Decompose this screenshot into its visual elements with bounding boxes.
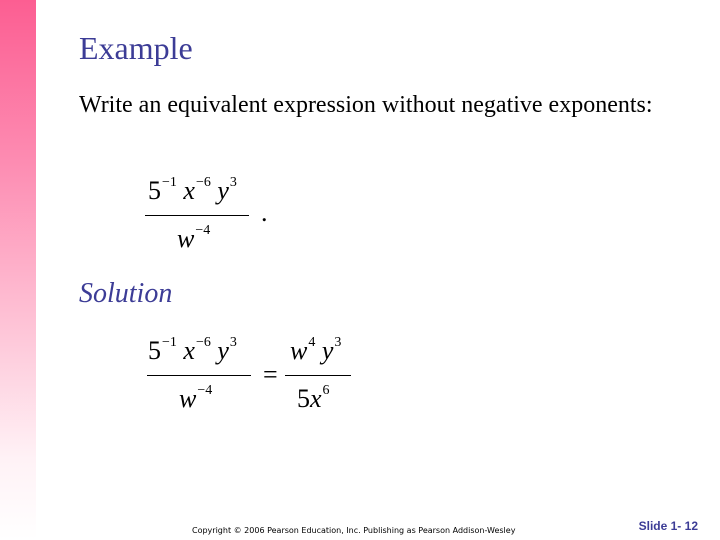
variable-w: w bbox=[177, 224, 195, 253]
problem-denominator bbox=[177, 224, 210, 254]
coefficient: 5 bbox=[148, 336, 161, 365]
variable-y: y bbox=[321, 336, 334, 365]
rhs-numerator bbox=[290, 336, 341, 366]
variable-y: y bbox=[217, 176, 229, 205]
fraction-bar bbox=[145, 215, 249, 216]
exponent: 3 bbox=[229, 335, 237, 350]
problem-expression bbox=[145, 176, 285, 260]
problem-statement: Write an equivalent expression without negative exponents: bbox=[79, 92, 653, 118]
exponent: −6 bbox=[195, 335, 211, 350]
exponent: −6 bbox=[195, 175, 211, 190]
coefficient: 5 bbox=[148, 176, 161, 205]
trailing-period: . bbox=[261, 198, 268, 227]
coefficient: 5 bbox=[297, 384, 310, 413]
exponent: −4 bbox=[197, 383, 213, 398]
decorative-side-bar bbox=[0, 0, 36, 540]
copyright-footer: Copyright © 2006 Pearson Education, Inc. Publishing as Pearson Addison-Wesley bbox=[192, 526, 516, 535]
equals-sign: = bbox=[263, 360, 278, 389]
exponent: 6 bbox=[322, 383, 330, 398]
problem-numerator bbox=[148, 176, 237, 206]
exponent: 3 bbox=[334, 335, 342, 350]
variable-w: w bbox=[290, 336, 308, 365]
lhs-numerator bbox=[148, 336, 237, 366]
slide-number: Slide 1- 12 bbox=[638, 519, 698, 533]
variable-x: x bbox=[183, 176, 195, 205]
exponent: −1 bbox=[162, 175, 177, 190]
rhs-fraction-bar bbox=[285, 375, 351, 376]
exponent: −4 bbox=[195, 223, 211, 238]
rhs-denominator bbox=[297, 384, 330, 414]
variable-y: y bbox=[217, 336, 229, 365]
slide-title: Example bbox=[79, 30, 193, 66]
exponent: 4 bbox=[308, 335, 316, 350]
lhs-fraction-bar bbox=[147, 375, 251, 376]
variable-w: w bbox=[179, 384, 197, 413]
exponent: 3 bbox=[229, 175, 237, 190]
solution-expression bbox=[145, 336, 365, 420]
lhs-denominator bbox=[179, 384, 212, 414]
variable-x: x bbox=[183, 336, 195, 365]
variable-x: x bbox=[310, 384, 322, 413]
exponent: −1 bbox=[162, 335, 177, 350]
solution-label: Solution bbox=[79, 278, 173, 309]
